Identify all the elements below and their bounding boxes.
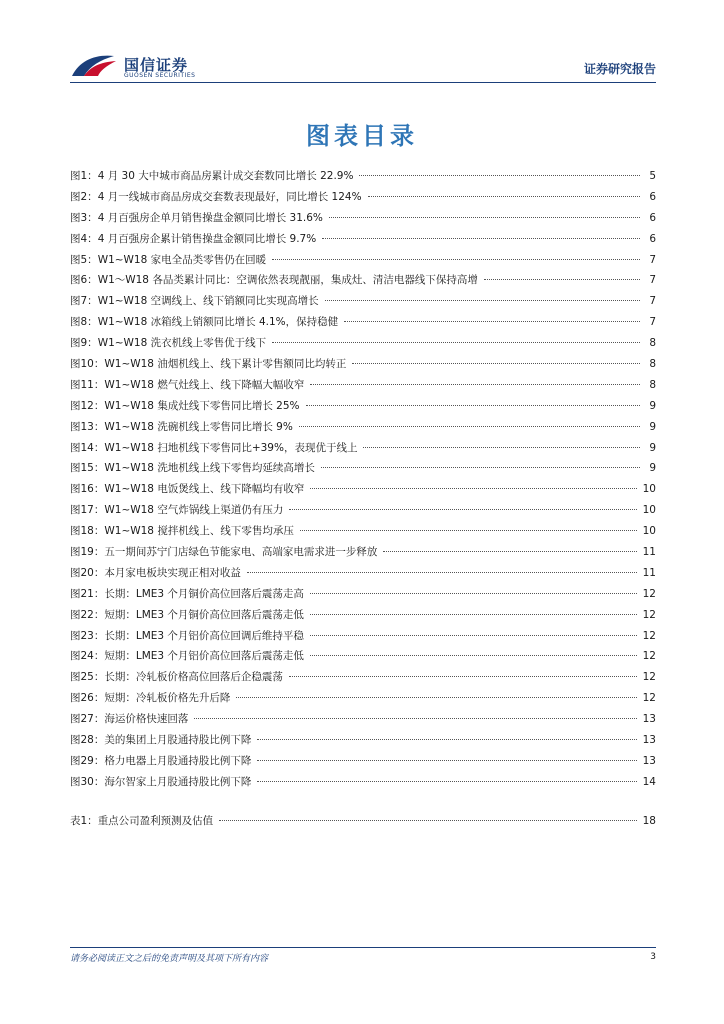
toc-figure-entry[interactable] [70,460,656,481]
toc-leader-dots [321,467,640,468]
toc-item-label: 图25： [70,671,105,684]
toc-item-page: 13 [642,734,656,747]
toc-item-text: W1~W18 冰箱线上销额同比增长 4.1%，保持稳健 [97,316,339,329]
toc-leader-dots [310,655,637,656]
toc-leader-dots [310,614,637,615]
toc-item-label: 图24： [70,650,105,663]
toc-item-text: 4 月百强房企累计销售操盘金额同比增长 9.7% [97,232,317,245]
toc-figure-entry[interactable] [70,231,656,252]
toc-item-page: 7 [649,295,656,308]
toc-item-text: 短期：LME3 个月铝价高位回落后震荡走低 [104,650,304,663]
toc-leader-dots [272,259,640,260]
toc-figure-entry[interactable] [70,335,656,356]
toc-item-label: 图15： [70,462,105,475]
toc-item-label: 图22： [70,608,105,621]
toc-item-label: 图17： [70,504,105,517]
toc-item-text: W1~W18 洗地机线上线下零售均延续高增长 [104,462,315,475]
toc-item-label: 图7： [70,295,98,308]
toc-item-page: 9 [649,399,656,412]
toc-item-label: 图3： [70,211,98,224]
toc-figure-entry[interactable] [70,732,656,753]
toc-figure-entry[interactable] [70,398,656,419]
toc-figure-entry[interactable] [70,356,656,377]
logo-text-en: GUOSEN SECURITIES [124,72,196,79]
toc-item-label: 图27： [70,713,105,726]
toc-leader-dots [325,300,640,301]
toc-item-text: 格力电器上月股通持股比例下降 [104,754,252,767]
disclaimer-note: 请务必阅读正文之后的免责声明及其项下所有内容 [70,954,269,964]
toc-leader-dots [257,781,636,782]
toc-item-page: 10 [642,483,656,496]
toc-item-text: 本月家电板块实现正相对收益 [104,566,241,579]
toc-item-page: 18 [642,815,656,827]
toc-item-label: 图26： [70,692,105,705]
toc-figure-entry[interactable] [70,419,656,440]
toc-item-text: 五一期间苏宁门店绿色节能家电、高端家电需求进一步释放 [104,546,378,559]
toc-leader-dots [363,447,640,448]
toc-item-text: 美的集团上月股通持股比例下降 [104,734,252,747]
toc-figure-entry[interactable] [70,711,656,732]
toc-item-text: W1~W18 家电全品类零售仍在回暖 [97,253,267,266]
toc-item-page: 8 [649,378,656,391]
toc-item-label: 图6： [70,274,98,287]
toc-item-text: W1~W18 洗碗机线上零售同比增长 9% [104,420,293,433]
toc-item-page: 14 [642,775,656,788]
toc-leader-dots [329,217,640,218]
toc-leader-dots [236,697,636,698]
toc-figure-entry[interactable] [70,502,656,523]
toc-figure-entry[interactable] [70,607,656,628]
toc-leader-dots [272,342,640,343]
toc-leader-dots [257,760,636,761]
toc-item-page: 12 [642,692,656,705]
toc-item-label: 图19： [70,546,105,559]
toc-leader-dots [257,739,636,740]
toc-item-page: 10 [642,525,656,538]
page-number: 3 [650,952,656,962]
toc-item-text: 4 月 30 大中城市商品房累计成交套数同比增长 22.9% [97,170,354,182]
toc-leader-dots [194,718,636,719]
toc-item-text: W1~W18 集成灶线下零售同比增长 25% [104,399,300,412]
toc-figure-entry[interactable] [70,210,656,231]
toc-item-page: 12 [642,650,656,663]
toc-item-text: W1~W18 油烟机线上、线下累计零售额同比均转正 [104,358,347,371]
toc-leader-dots [310,488,636,489]
toc-item-label: 图10： [70,358,105,371]
toc-item-label: 图4： [70,232,98,245]
toc-item-page: 13 [642,713,656,726]
toc-item-text: 长期：LME3 个月铝价高位回调后维持平稳 [104,629,304,642]
toc-figure-entry[interactable] [70,314,656,335]
toc-item-text: W1~W18 扫地机线下零售同比+39%，表现优于线上 [104,441,358,454]
toc-table-entry[interactable] [70,813,656,834]
toc-item-page: 7 [649,274,656,287]
toc-item-text: 海尔智家上月股通持股比例下降 [104,775,252,788]
toc-item-page: 12 [642,587,656,600]
toc-item-page: 6 [649,232,656,245]
toc-figure-entry[interactable] [70,774,656,795]
toc-item-label: 图16： [70,483,105,496]
page-header [0,0,724,84]
toc-leader-dots [352,363,640,364]
toc-leader-dots [322,238,640,239]
toc-leader-dots [344,321,640,322]
toc-item-page: 10 [642,504,656,517]
toc-item-label: 图11： [70,378,105,391]
toc-item-page: 12 [642,608,656,621]
toc-item-text: 长期：LME3 个月铜价高位回落后震荡走高 [104,587,304,600]
figure-list [70,168,656,795]
toc-item-label: 图20： [70,566,105,579]
toc-item-text: W1~W18 搅拌机线上、线下零售均承压 [104,525,294,538]
toc-leader-dots [383,551,636,552]
toc-item-label: 图8： [70,316,98,329]
toc-item-page: 8 [649,337,656,350]
toc-item-page: 9 [649,420,656,433]
toc-item-page: 7 [649,316,656,329]
toc-item-text: 4 月百强房企单月销售操盘金额同比增长 31.6% [97,211,323,224]
toc-item-label: 图30： [70,775,105,788]
toc-item-label: 图29： [70,754,105,767]
toc-leader-dots [219,820,636,821]
toc-item-text: W1~W18 洗衣机线上零售优于线下 [97,337,267,350]
toc-figure-entry[interactable] [70,565,656,586]
toc-item-page: 6 [649,190,656,203]
toc-item-label: 图23： [70,629,105,642]
toc-item-page: 9 [649,462,656,475]
toc-item-text: W1~W18 燃气灶线上、线下降幅大幅收窄 [104,378,305,391]
toc-item-page: 5 [649,170,656,182]
toc-item-label: 图12： [70,399,105,412]
toc-item-label: 图18： [70,525,105,538]
toc-item-page: 12 [642,671,656,684]
toc-leader-dots [306,405,641,406]
toc-item-text: 重点公司盈利预测及估值 [97,815,214,827]
table-list [70,813,656,834]
toc-figure-entry[interactable] [70,272,656,293]
toc-item-text: 4 月一线城市商品房成交套数表现最好，同比增长 124% [97,190,362,203]
toc-leader-dots [299,426,640,427]
logo-text-cn: 国信证券 [124,56,189,74]
toc-item-text: 短期：LME3 个月铜价高位回落后震荡走低 [104,608,304,621]
toc-leader-dots [359,175,640,176]
toc-item-text: 长期：冷轧板价格高位回落后企稳震荡 [104,671,283,684]
toc-figure-entry[interactable] [70,523,656,544]
toc-figure-entry[interactable] [70,628,656,649]
toc-leader-dots [247,572,637,573]
toc-leader-dots [368,196,640,197]
toc-item-page: 8 [649,358,656,371]
toc-item-label: 图5： [70,253,98,266]
toc-figure-entry[interactable] [70,293,656,314]
toc-leader-dots [310,593,637,594]
toc-item-text: 短期：冷轧板价格先升后降 [104,692,231,705]
toc-leader-dots [289,509,636,510]
toc-item-text: W1~W18 空气炸锅线上渠道仍有压力 [104,504,284,517]
toc-item-label: 图13： [70,420,105,433]
toc-figure-entry[interactable] [70,377,656,398]
toc-item-page: 13 [642,754,656,767]
toc-item-label: 图21： [70,587,105,600]
toc-item-label: 图9： [70,337,98,350]
toc-item-label: 图2： [70,190,98,203]
toc-figure-entry[interactable] [70,189,656,210]
toc-leader-dots [310,635,637,636]
toc-leader-dots [300,530,637,531]
toc-item-page: 7 [649,253,656,266]
toc-item-label: 表1： [70,815,98,827]
toc-figure-entry[interactable] [70,544,656,565]
guosen-logo [70,50,200,84]
toc-figure-entry[interactable] [70,440,656,461]
toc-item-label: 图28： [70,734,105,747]
toc-figure-entry[interactable] [70,690,656,711]
toc-item-page: 11 [642,566,656,579]
toc-item-page: 6 [649,211,656,224]
toc-figure-entry[interactable] [70,168,656,189]
toc-item-text: W1～W18 各品类累计同比：空调依然表现靓丽，集成灶、清洁电器线下保持高增 [97,274,478,287]
guosen-logo-icon [70,52,118,80]
toc-item-text: 海运价格快速回落 [104,713,189,726]
toc-figure-entry[interactable] [70,753,656,774]
toc-item-text: W1~W18 电饭煲线上、线下降幅均有收窄 [104,483,305,496]
toc-item-text: W1~W18 空调线上、线下销额同比实现高增长 [97,295,319,308]
toc-figure-entry[interactable] [70,252,656,273]
toc-figure-entry[interactable] [70,648,656,669]
toc-item-page: 12 [642,629,656,642]
toc-item-page: 11 [642,546,656,559]
toc-leader-dots [289,676,637,677]
toc-figure-entry[interactable] [70,586,656,607]
header-divider [70,82,656,83]
toc-figure-entry[interactable] [70,481,656,502]
toc-item-page: 9 [649,441,656,454]
toc-item-label: 图14： [70,441,105,454]
toc-figure-entry[interactable] [70,669,656,690]
toc-item-label: 图1： [70,170,98,182]
report-type-label: 证券研究报告 [583,62,656,76]
toc-leader-dots [484,279,640,280]
toc-leader-dots [310,384,640,385]
footer-divider [70,947,656,948]
page-title: 图表目录 [306,122,418,150]
